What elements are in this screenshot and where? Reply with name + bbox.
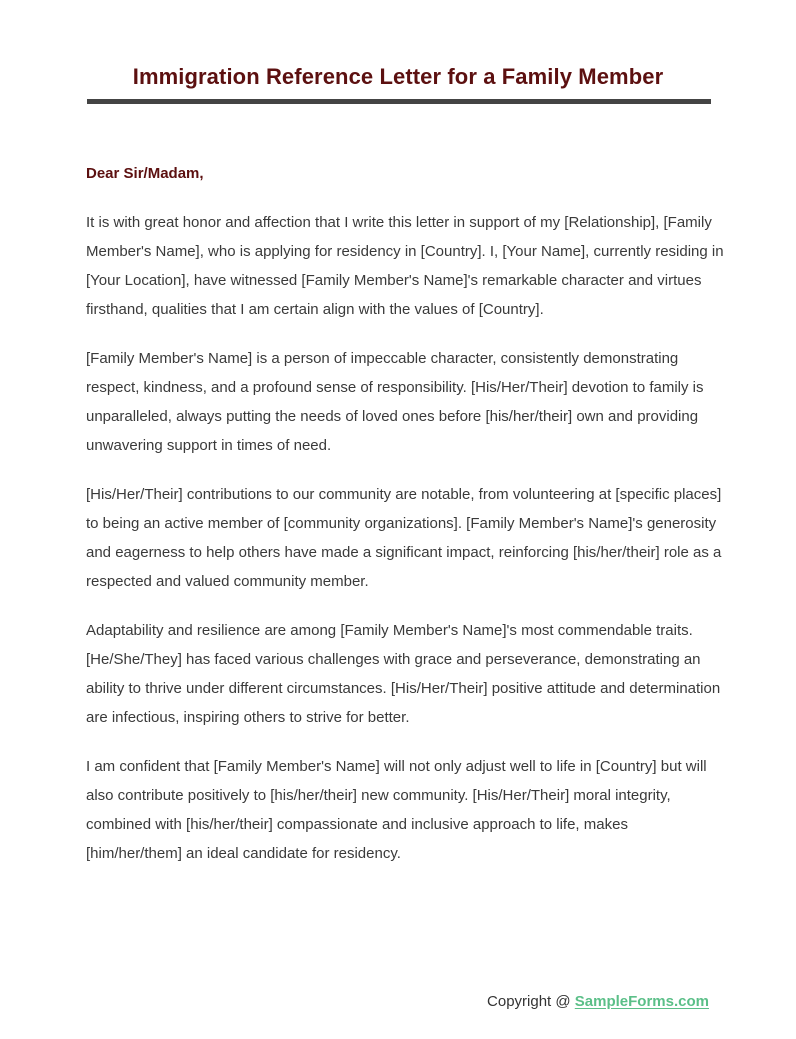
letter-paragraph-4: Adaptability and resilience are among [Family Member's Name]'s most commendable traits. [He/She/They] has faced various challenges with grace and perseverance, demonstrating an ability to thrive under different circumstances. [His/Her/Their] positive attitude and determination are infectious, inspiring others to strive for better. bbox=[86, 622, 721, 726]
letter-greeting: Dear Sir/Madam, bbox=[86, 165, 204, 182]
letter-paragraph-3: [His/Her/Their] contributions to our community are notable, from volunteering at [specific places] to being an active member of [community organizations]. [Family Member's Name]'s generosity and eagerness to help others have made a significant impact, reinforcing [his/her/their] role as a respected and valued community member. bbox=[86, 486, 722, 590]
copyright-label: Copyright @ bbox=[487, 993, 575, 1010]
page-title: Immigration Reference Letter for a Family Member bbox=[132, 64, 664, 89]
letter-paragraph-5: I am confident that [Family Member's Name] will not only adjust well to life in [Country] but will also contribute positively to [his/her/their] new community. [His/Her/Their] moral integrity, combined with [his/her/their] compassionate and inclusive approach to life, makes [him/her/them] an ideal candidate for residency. bbox=[86, 758, 707, 862]
title-divider bbox=[87, 99, 711, 104]
letter-body bbox=[86, 208, 726, 888]
brand-link[interactable]: SampleForms.com bbox=[574, 993, 709, 1010]
copyright-footer bbox=[487, 993, 709, 1010]
letter-paragraph-1: It is with great honor and affection that I write this letter in support of my [Relationship], [Family Member's Name], who is applying for residency in [Country]. I, [Your Name], currently residing in [Your Location], have witnessed [Family Member's Name]'s remarkable character and virtues firsthand, qualities that I am certain align with the values of [Country]. bbox=[86, 214, 724, 318]
letter-paragraph-2: [Family Member's Name] is a person of impeccable character, consistently demonstrating respect, kindness, and a profound sense of responsibility. [His/Her/Their] devotion to family is unparalleled, always putting the needs of loved ones before [his/her/their] own and providing unwavering support in times of need. bbox=[86, 350, 704, 454]
